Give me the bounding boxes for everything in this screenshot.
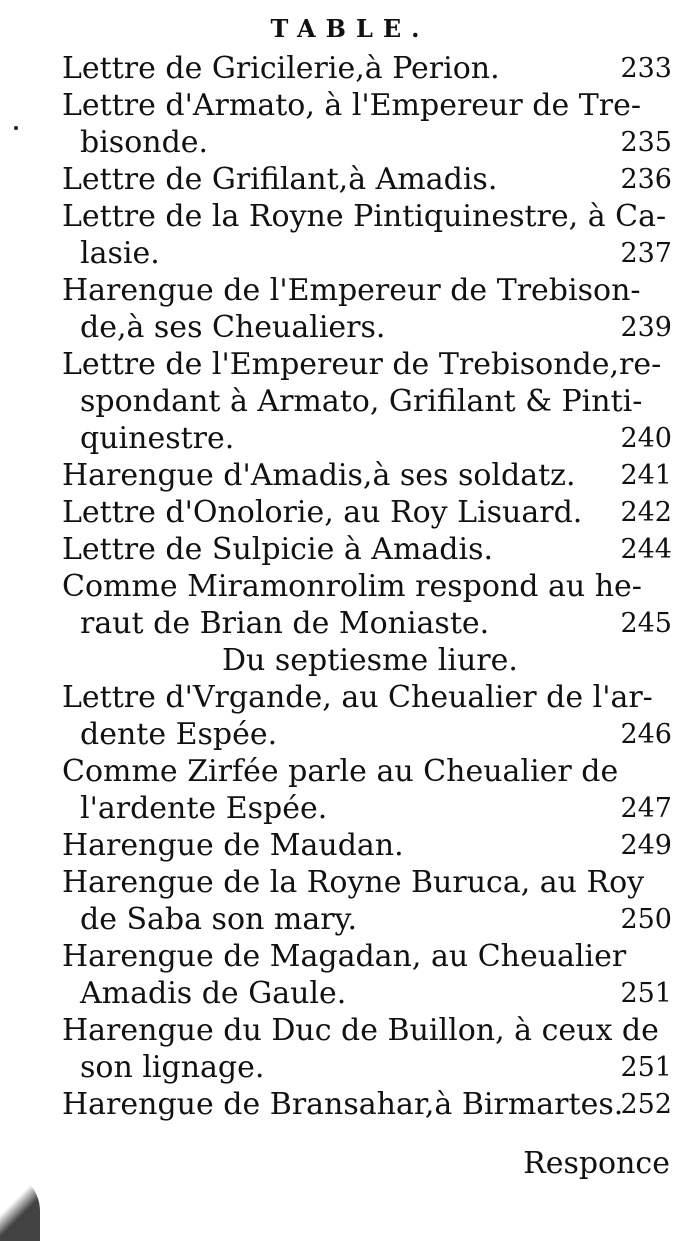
toc-entry — [62, 346, 672, 457]
entry-title: Lettre d'Armato, à l'Empereur de Tre- — [62, 88, 641, 123]
toc-entry — [62, 827, 672, 864]
entry-title-continued: raut de Brian de Moniaste. — [80, 606, 490, 641]
toc-entry — [62, 864, 672, 938]
section-heading: Du septiesme liure. — [222, 643, 518, 678]
toc-entry — [62, 679, 672, 753]
entry-title: Comme Miramonrolim respond au he- — [62, 569, 642, 604]
page-number: 249 — [620, 830, 672, 861]
toc-entry — [62, 1086, 672, 1123]
page-number: 247 — [620, 793, 672, 824]
toc-entry — [62, 494, 672, 531]
entry-title-continued: de,à ses Cheualiers. — [80, 310, 386, 345]
entry-title: Lettre d'Vrgande, au Cheualier de l'ar- — [62, 680, 653, 715]
entry-title-continued: son lignage. — [80, 1050, 265, 1085]
entry-title: Harengue de Bransahar,à Birmartes. — [62, 1087, 624, 1122]
page-number: 252 — [620, 1089, 672, 1120]
toc-entry — [62, 87, 672, 161]
entry-title: Lettre d'Onolorie, au Roy Lisuard. — [62, 495, 583, 530]
page-number: 241 — [620, 460, 672, 491]
toc-entry — [62, 161, 672, 198]
entry-title: Harengue de Maudan. — [62, 828, 404, 863]
page-number: 250 — [620, 904, 672, 935]
page-number: 245 — [620, 608, 672, 639]
page-number: 235 — [620, 127, 672, 158]
page-number: 251 — [620, 1052, 672, 1083]
toc-entry — [62, 272, 672, 346]
entry-title: Harengue d'Amadis,à ses soldatz. — [62, 458, 576, 493]
entry-title-continued: l'ardente Espée. — [80, 791, 328, 826]
page-number: 236 — [620, 164, 672, 195]
entry-title-continued: de Saba son mary. — [80, 902, 358, 937]
thumb-smudge — [0, 1171, 40, 1241]
entry-title-continued: dente Espée. — [80, 717, 278, 752]
page-number: 233 — [620, 53, 672, 84]
entry-title: Lettre de Gricilerie,à Perion. — [62, 51, 500, 86]
toc-entry — [62, 457, 672, 494]
page-number: 237 — [620, 238, 672, 269]
toc-entry — [62, 753, 672, 827]
page-number: 240 — [620, 423, 672, 454]
page-number: 242 — [620, 497, 672, 528]
catchword: Responce — [523, 1146, 670, 1181]
entry-title: Lettre de Sulpicie à Amadis. — [62, 532, 494, 567]
toc-entry — [62, 568, 672, 642]
entry-title: Lettre de l'Empereur de Trebisonde,re- — [62, 347, 662, 382]
entry-title: Harengue de la Royne Buruca, au Roy — [62, 865, 645, 900]
entry-title: Harengue de l'Empereur de Trebison- — [62, 273, 641, 308]
toc-entry — [62, 50, 672, 87]
page-number: 251 — [620, 978, 672, 1009]
entry-title: Lettre de la Royne Pintiquinestre, à Ca- — [62, 199, 667, 234]
toc-entry — [62, 1012, 672, 1086]
table-of-contents — [62, 50, 672, 1123]
page-number: 239 — [620, 312, 672, 343]
entry-title-continued: spondant à Armato, Grifilant & Pinti- — [80, 384, 643, 419]
entry-title: Harengue du Duc de Buillon, à ceux de — [62, 1013, 659, 1048]
entry-title-continued: Amadis de Gaule. — [80, 976, 347, 1011]
page-number: 244 — [620, 534, 672, 565]
entry-title-continued: quinestre. — [80, 421, 235, 456]
entry-title: Harengue de Magadan, au Cheualier — [62, 939, 627, 974]
entry-title: Lettre de Grifilant,à Amadis. — [62, 162, 498, 197]
entry-title-continued: lasie. — [80, 236, 160, 271]
toc-entry — [62, 198, 672, 272]
entry-title: Comme Zirfée parle au Cheualier de — [62, 754, 619, 789]
entry-title-continued: bisonde. — [80, 125, 209, 160]
page-number: 246 — [620, 719, 672, 750]
page-header: TABLE. — [270, 14, 430, 43]
toc-entry — [62, 531, 672, 568]
toc-entry — [62, 938, 672, 1012]
ink-speck — [14, 126, 18, 130]
